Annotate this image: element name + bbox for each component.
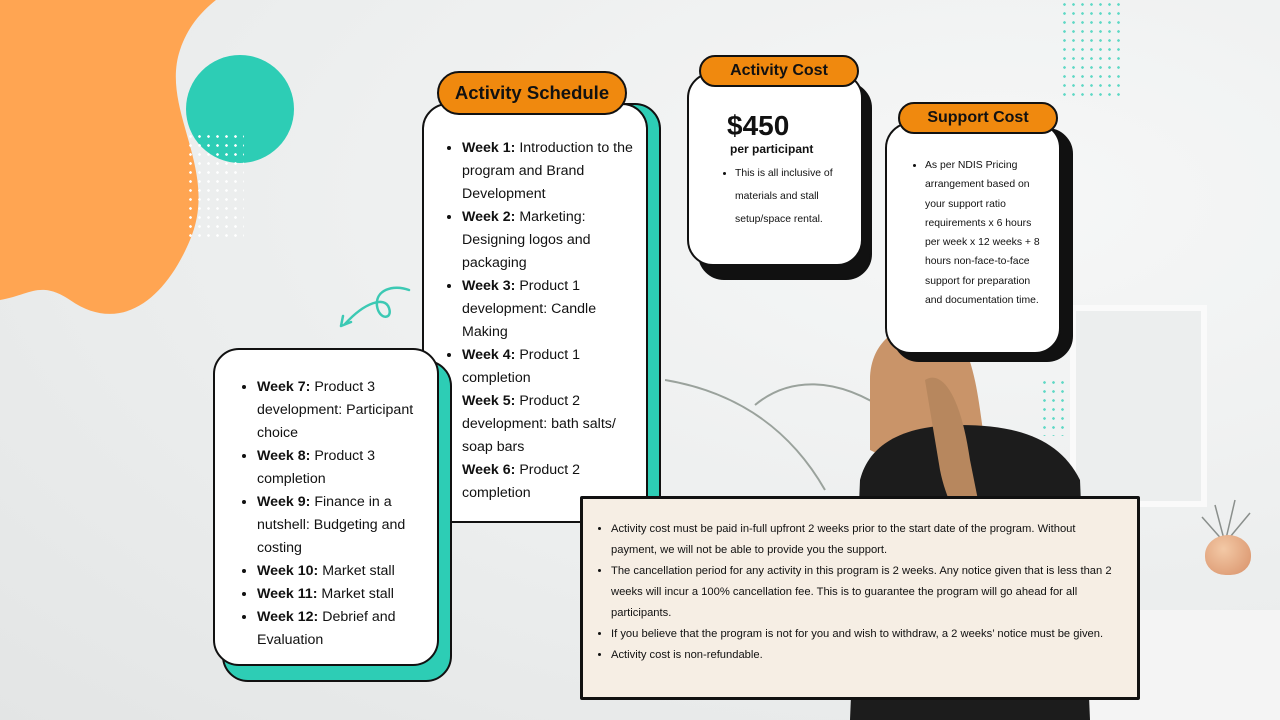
price: $450 bbox=[727, 110, 790, 141]
schedule-list-bottom bbox=[237, 376, 433, 652]
schedule-card-bottom bbox=[213, 348, 439, 666]
schedule-item: • Week 11: Market stall bbox=[257, 583, 433, 606]
policy-item: • Activity cost must be paid in-full upfront 2 weeks prior to the start date of the program. Without payment, we will not be able to provide you the support. bbox=[611, 519, 1119, 561]
schedule-title-pill: Activity Schedule bbox=[437, 71, 627, 115]
schedule-card-top bbox=[422, 103, 648, 523]
vase bbox=[1205, 535, 1251, 575]
support-cost-title-pill: Support Cost bbox=[898, 102, 1058, 134]
policy-list bbox=[583, 519, 1137, 666]
policy-item: • If you believe that the program is not for you and wish to withdraw, a 2 weeks’ notice must be given. bbox=[611, 624, 1119, 645]
activity-cost-title-pill: Activity Cost bbox=[699, 55, 859, 87]
schedule-item: • Week 4: Product 1 completion bbox=[462, 344, 636, 390]
policy-item: • Activity cost is non-refundable. bbox=[611, 645, 1119, 666]
support-cost-note: • As per NDIS Pricing arrangement based on your support ratio requirements x 6 hours per week x 12 weeks + 8 hours non-face-to-face support for preparation and documentation time. bbox=[925, 156, 1049, 310]
schedule-item: • Week 5: Product 2 development: bath salts/ soap bars bbox=[462, 390, 636, 459]
dot-grid-decoration bbox=[186, 132, 244, 240]
schedule-item: • Week 12: Debrief and Evaluation bbox=[257, 606, 433, 652]
activity-cost-note: • This is all inclusive of materials and stall setup/space rental. bbox=[735, 162, 851, 231]
schedule-item: • Week 1: Introduction to the program and Brand Development bbox=[462, 137, 636, 206]
support-cost-list bbox=[905, 156, 1049, 310]
schedule-list-top bbox=[442, 137, 636, 505]
policy-item: • The cancellation period for any activity in this program is 2 weeks. Any notice given that is less than 2 weeks will incur a 100% cancellation fee. This is to guarantee the program will go ahead for all participants. bbox=[611, 561, 1119, 624]
schedule-item: • Week 7: Product 3 development: Participant choice bbox=[257, 376, 433, 445]
policy-box bbox=[580, 496, 1140, 700]
orange-blob-decoration bbox=[0, 0, 320, 340]
price-unit: per participant bbox=[730, 142, 814, 156]
curly-arrow-icon bbox=[335, 284, 415, 334]
schedule-item: • Week 6: Product 2 completion bbox=[462, 459, 636, 505]
schedule-item: • Week 10: Market stall bbox=[257, 560, 433, 583]
schedule-item: • Week 9: Finance in a nutshell: Budgeting and costing bbox=[257, 491, 433, 560]
schedule-item: • Week 2: Marketing: Designing logos and packaging bbox=[462, 206, 636, 275]
activity-cost-card bbox=[687, 72, 863, 266]
support-cost-card bbox=[885, 122, 1061, 354]
activity-cost-list bbox=[727, 162, 851, 231]
schedule-item: • Week 8: Product 3 completion bbox=[257, 445, 433, 491]
dot-grid-decoration bbox=[1060, 0, 1124, 100]
schedule-item: • Week 3: Product 1 development: Candle Making bbox=[462, 275, 636, 344]
